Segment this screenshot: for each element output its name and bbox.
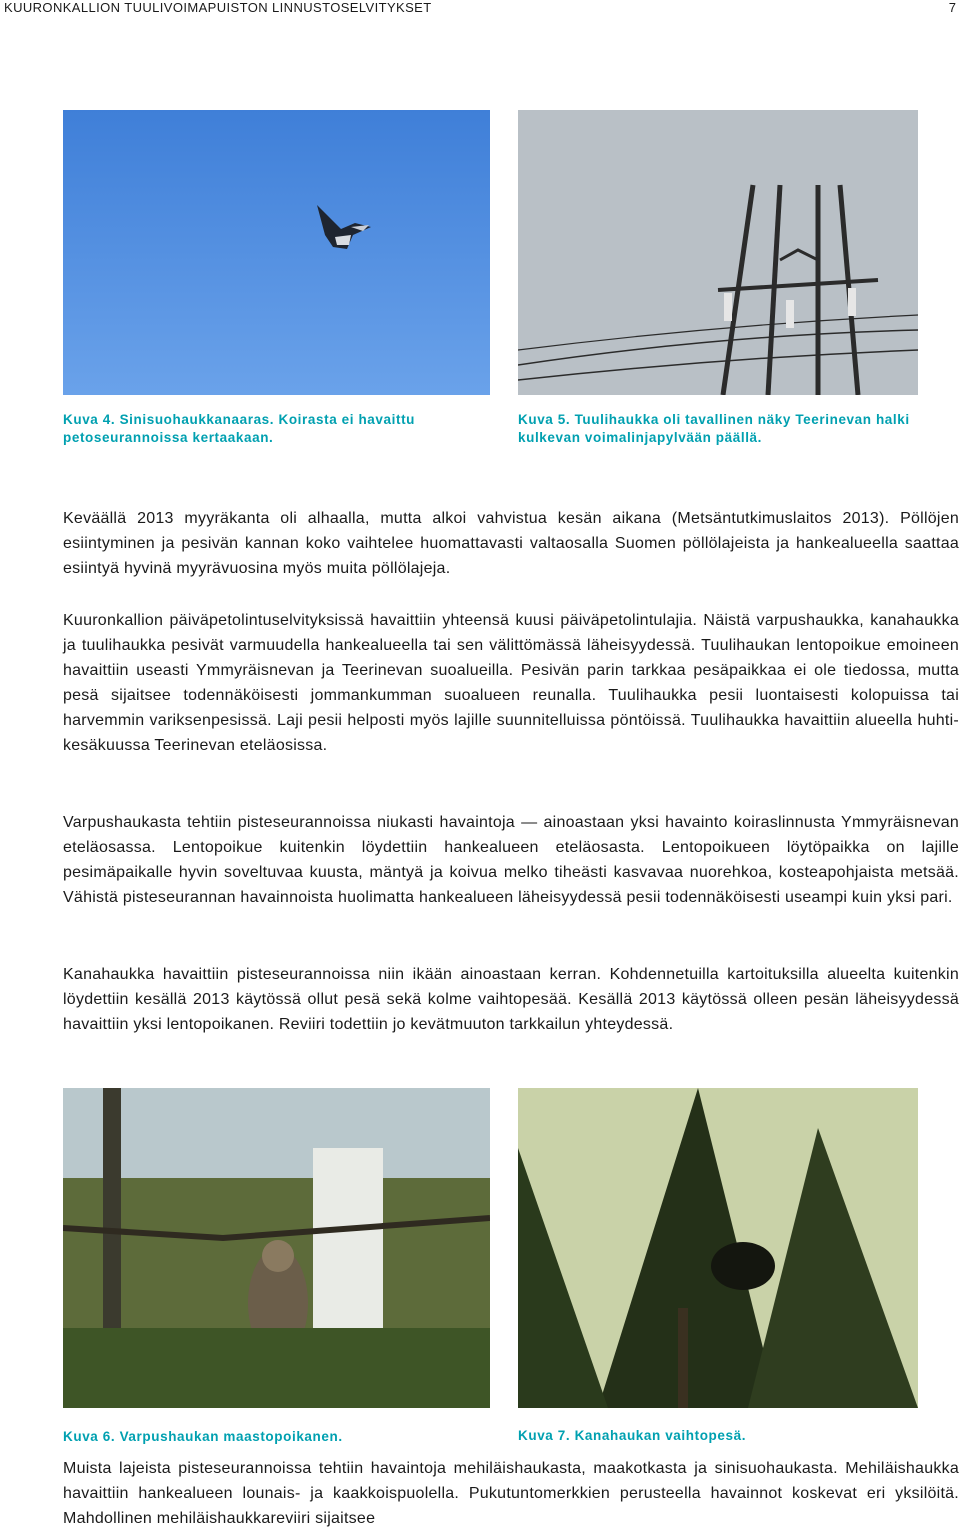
figure-caption-4: Kuva 4. Sinisuohaukkanaaras. Koirasta ei havaittu petoseurannoissa kertaakaan. <box>63 412 416 445</box>
paragraph-other-species: Muista lajeista pisteseurannoissa tehtiin havaintoja mehiläishaukasta, maakotkasta ja sinisuohaukasta. Mehiläishaukka havaittiin hankealueen lounais- ja kaakkoispuolella. Pukutuntomerkkien perusteella havainnot koskevat eri yksilöitä. Mahdollinen mehiläishaukkareviiri sijaitsee <box>63 1460 959 1527</box>
figure-caption-6: Kuva 6. Varpushaukan maastopoikanen. <box>63 1429 343 1444</box>
running-header: KUURONKALLION TUULIVOIMAPUISTON LINNUSTOSELVITYKSET <box>4 0 432 15</box>
paragraph-vole-owls: Keväällä 2013 myyräkanta oli alhaalla, mutta alkoi vahvistua kesän aikana (Metsäntutkimuslaitos 2013). Pöllöjen esiintyminen ja pesivän kannan koko vaihtelee huomattavasti valtaosalla Suomen pöllölajeista ja hankealueella saattaa esiintyä hyvinä myyrävuosina myös muita pöllölajeja. <box>63 510 959 577</box>
figure-caption-7: Kuva 7. Kanahaukan vaihtopesä. <box>518 1428 747 1443</box>
paragraph-goshawk: Kanahaukka havaittiin pisteseurannoissa niin ikään ainoastaan kerran. Kohdennetuilla kartoituksilla alueelta kuitenkin löydettiin kesällä 2013 käytössä ollut pesä sekä kolme vaihtopesää. Kesällä 2013 käytössä olleen pesän läheisyydessä havaittiin yksi lentopoikanen. Reviiri todettiin jo kevätmuuton tarkkailun yhteydessä. <box>63 966 959 1033</box>
photo-goshawk-nest <box>518 1088 918 1408</box>
photo-hen-harrier <box>63 110 490 395</box>
paragraph-sparrowhawk: Varpushaukasta tehtiin pisteseurannoissa niukasti havaintoja — ainoastaan yksi havainto koiraslinnusta Ymmyräisnevan eteläosassa. Lentopoikue kuitenkin löydettiin hankealueen eteläosasta. Lentopoikueen löytöpaikka on lajille pesimäpaikalle hyvin soveltuvaa kuusta, mäntyä ja koivua melko tiheästi kasvavaa nuorehkoa, kosteapohjaista metsää. Vähistä pisteseurannan havainnoista huolimatta hankealueen läheisyydessä pesii todennäköisesti useampi kuin yksi pari. <box>63 814 959 906</box>
photo-power-pylon <box>518 110 918 395</box>
figure-caption-5: Kuva 5. Tuulihaukka oli tavallinen näky Teerinevan halki kulkevan voimalinjapylvään päällä. <box>518 412 910 445</box>
photo-sparrowhawk-fledgling <box>63 1088 490 1408</box>
page-number: 7 <box>948 0 956 15</box>
paragraph-raptors: Kuuronkallion päiväpetolintuselvityksissä havaittiin yhteensä kuusi päiväpetolintulajia. Näistä varpushaukka, kanahaukka ja tuulihaukka pesivät varmuudella hankealueella tai sen välittömässä läheisyydessä. Tuulihaukan lentopoikue emoineen havaittiin useasti Ymmyräisnevan ja Teerinevan suoalueilla. Pesivän parin tarkkaa pesäpaikkaa ei ole tiedossa, mutta pesä sijaitsee todennäköisesti jommankumman suoalueen reunalla. Tuulihaukka pesii luontaisesti kolopuissa tai harvemmin variksenpesissä. Laji pesii helposti myös lajille suunnitelluissa pöntöissä. Tuulihaukka havaittiin alueella huhti-kesäkuussa Teerinevan eteläosissa. <box>63 612 959 754</box>
